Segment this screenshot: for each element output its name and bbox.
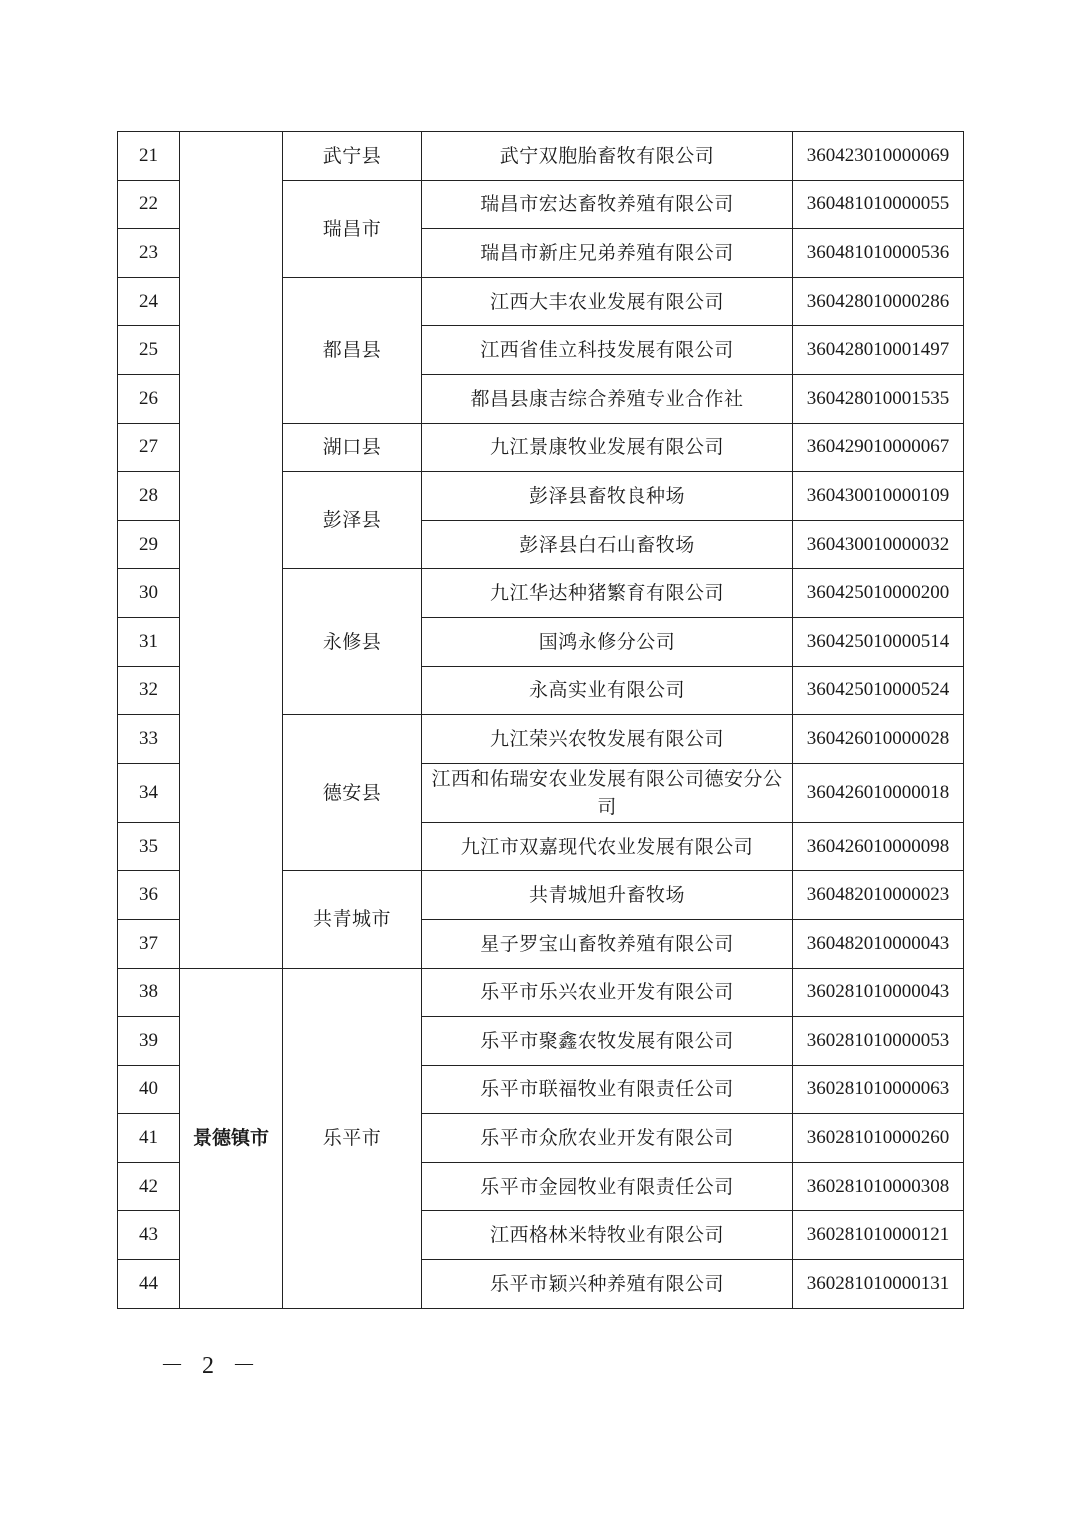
- registration-code: 360425010000524: [793, 666, 964, 715]
- row-number: 33: [118, 715, 180, 764]
- row-number: 25: [118, 326, 180, 375]
- registration-code: 360430010000032: [793, 520, 964, 569]
- row-number: 29: [118, 520, 180, 569]
- registration-code: 360281010000131: [793, 1260, 964, 1309]
- company-name: 武宁双胞胎畜牧有限公司: [422, 132, 793, 181]
- row-number: 26: [118, 374, 180, 423]
- row-number: 23: [118, 229, 180, 278]
- company-name: 江西格林米特牧业有限公司: [422, 1211, 793, 1260]
- page-number: － 2 －: [160, 1353, 262, 1379]
- row-number: 35: [118, 822, 180, 871]
- row-number: 39: [118, 1017, 180, 1066]
- company-name: 彭泽县畜牧良种场: [422, 472, 793, 521]
- company-name: 彭泽县白石山畜牧场: [422, 520, 793, 569]
- registration-code: 360481010000536: [793, 229, 964, 278]
- company-name: 共青城旭升畜牧场: [422, 871, 793, 920]
- registration-code: 360423010000069: [793, 132, 964, 181]
- company-name: 江西省佳立科技发展有限公司: [422, 326, 793, 375]
- company-name: 瑞昌市宏达畜牧养殖有限公司: [422, 180, 793, 229]
- company-name: 乐平市颖兴种养殖有限公司: [422, 1260, 793, 1309]
- registration-code: 360429010000067: [793, 423, 964, 472]
- company-name: 九江华达种猪繁育有限公司: [422, 569, 793, 618]
- row-number: 43: [118, 1211, 180, 1260]
- row-number: 24: [118, 277, 180, 326]
- county-cell: 瑞昌市: [283, 180, 422, 277]
- row-number: 22: [118, 180, 180, 229]
- registration-code: 360281010000063: [793, 1065, 964, 1114]
- company-name: 永高实业有限公司: [422, 666, 793, 715]
- county-cell: 都昌县: [283, 277, 422, 423]
- county-cell: 湖口县: [283, 423, 422, 472]
- row-number: 38: [118, 968, 180, 1017]
- registration-code: 360425010000514: [793, 617, 964, 666]
- county-cell: 德安县: [283, 715, 422, 871]
- county-cell: 乐平市: [283, 968, 422, 1308]
- registration-code: 360481010000055: [793, 180, 964, 229]
- registration-code: 360426010000018: [793, 763, 964, 822]
- company-name: 乐平市联福牧业有限责任公司: [422, 1065, 793, 1114]
- registration-code: 360281010000053: [793, 1017, 964, 1066]
- company-list-table: [117, 131, 964, 1309]
- county-cell: 永修县: [283, 569, 422, 715]
- registration-code: 360426010000028: [793, 715, 964, 764]
- row-number: 44: [118, 1260, 180, 1309]
- registration-code: 360426010000098: [793, 822, 964, 871]
- company-name: 九江市双嘉现代农业发展有限公司: [422, 822, 793, 871]
- company-name: 星子罗宝山畜牧养殖有限公司: [422, 919, 793, 968]
- row-number: 28: [118, 472, 180, 521]
- row-number: 40: [118, 1065, 180, 1114]
- company-name: 瑞昌市新庄兄弟养殖有限公司: [422, 229, 793, 278]
- company-name: 国鸿永修分公司: [422, 617, 793, 666]
- row-number: 31: [118, 617, 180, 666]
- row-number: 21: [118, 132, 180, 181]
- city-cell: [180, 132, 283, 969]
- row-number: 42: [118, 1162, 180, 1211]
- table-row: [118, 968, 964, 1017]
- row-number: 30: [118, 569, 180, 618]
- registration-code: 360281010000308: [793, 1162, 964, 1211]
- registration-code: 360281010000043: [793, 968, 964, 1017]
- registration-code: 360430010000109: [793, 472, 964, 521]
- registration-code: 360482010000043: [793, 919, 964, 968]
- company-name: 乐平市金园牧业有限责任公司: [422, 1162, 793, 1211]
- company-name: 九江荣兴农牧发展有限公司: [422, 715, 793, 764]
- company-name: 都昌县康吉综合养殖专业合作社: [422, 374, 793, 423]
- registration-code: 360482010000023: [793, 871, 964, 920]
- row-number: 37: [118, 919, 180, 968]
- county-cell: 武宁县: [283, 132, 422, 181]
- row-number: 36: [118, 871, 180, 920]
- company-name: 乐平市众欣农业开发有限公司: [422, 1114, 793, 1163]
- company-name: 乐平市聚鑫农牧发展有限公司: [422, 1017, 793, 1066]
- table-row: [118, 132, 964, 181]
- row-number: 41: [118, 1114, 180, 1163]
- row-number: 34: [118, 763, 180, 822]
- registration-code: 360428010001497: [793, 326, 964, 375]
- city-cell: 景德镇市: [180, 968, 283, 1308]
- company-name: 九江景康牧业发展有限公司: [422, 423, 793, 472]
- registration-code: 360425010000200: [793, 569, 964, 618]
- company-name: 江西和佑瑞安农业发展有限公司德安分公司: [422, 763, 793, 822]
- registration-code: 360281010000260: [793, 1114, 964, 1163]
- registration-code: 360281010000121: [793, 1211, 964, 1260]
- registration-code: 360428010001535: [793, 374, 964, 423]
- company-name: 乐平市乐兴农业开发有限公司: [422, 968, 793, 1017]
- row-number: 27: [118, 423, 180, 472]
- county-cell: 彭泽县: [283, 472, 422, 569]
- registration-code: 360428010000286: [793, 277, 964, 326]
- row-number: 32: [118, 666, 180, 715]
- county-cell: 共青城市: [283, 871, 422, 968]
- company-name: 江西大丰农业发展有限公司: [422, 277, 793, 326]
